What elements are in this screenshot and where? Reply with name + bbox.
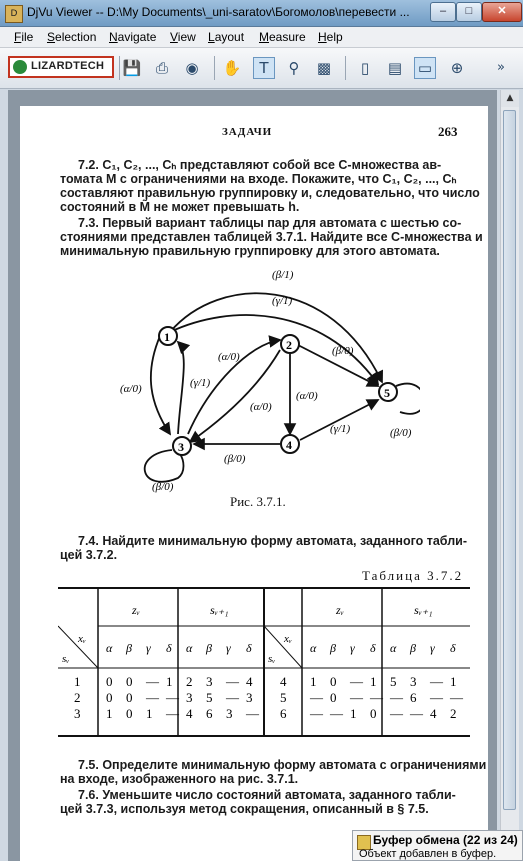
table-cell: — xyxy=(166,706,179,721)
table-cell: 6 xyxy=(206,706,213,721)
toolbar-overflow-icon[interactable]: » xyxy=(497,60,505,75)
group-header-s: sᵥ₊₁ xyxy=(414,603,433,617)
group-header-s: sᵥ₊₁ xyxy=(210,603,229,617)
toolbar-separator xyxy=(345,56,346,80)
table-cell: — xyxy=(246,706,259,721)
scroll-up-icon[interactable]: ▲ xyxy=(501,90,519,107)
edge-label: (α/0) xyxy=(296,390,318,402)
state-label-3: 3 xyxy=(178,440,184,454)
table-cell: 4 xyxy=(246,674,253,689)
print-icon[interactable]: ⎙ xyxy=(155,59,168,77)
find-icon[interactable]: ◉ xyxy=(185,59,199,77)
minimize-button[interactable]: – xyxy=(430,2,456,22)
symbol-header: γ xyxy=(146,641,151,655)
table-cell: — xyxy=(390,706,403,721)
table-cell: — xyxy=(226,674,239,689)
symbol-header: β xyxy=(126,641,132,655)
table-cell: — xyxy=(166,690,179,705)
table-cell: 2 xyxy=(186,674,193,689)
running-header: ЗАДАЧИ xyxy=(222,126,273,138)
zoom-icon[interactable]: ⚲ xyxy=(288,59,300,77)
table-cell: 1 xyxy=(146,706,153,721)
state-label-2: 2 xyxy=(286,338,292,352)
problem-7-5-line2: на входе, изображенного на рис. 3.7.1. xyxy=(60,772,299,786)
page-number: 263 xyxy=(438,124,458,139)
edge-label: (γ/1) xyxy=(190,377,211,389)
table-cell: 0 xyxy=(126,690,133,705)
state-cell: 4 xyxy=(280,674,287,689)
symbol-header: β xyxy=(206,641,212,655)
table-cell: 3 xyxy=(186,690,193,705)
symbol-header: γ xyxy=(226,641,231,655)
group-header-z: zᵥ xyxy=(336,603,345,617)
row-label-s: sᵥ xyxy=(62,653,70,665)
table-cell: 4 xyxy=(186,706,193,721)
edge-label: (β/0) xyxy=(390,427,412,439)
lizardtech-logo[interactable] xyxy=(8,56,114,78)
row-label-s: sᵥ xyxy=(268,653,276,665)
zoom-in-icon[interactable]: ⊕ xyxy=(450,59,464,77)
table-cell: 0 xyxy=(330,690,337,705)
toolbar xyxy=(0,48,523,89)
table-cell: — xyxy=(226,690,239,705)
menu-layout[interactable]: Layout xyxy=(208,30,245,44)
table-cell: 1 xyxy=(370,674,377,689)
state-cell: 2 xyxy=(74,690,81,705)
table-cell: 0 xyxy=(330,674,337,689)
menu-bar xyxy=(0,27,523,48)
menu-selection[interactable]: Selection xyxy=(47,30,97,44)
table-cell: 1 xyxy=(450,674,457,689)
continuous-icon[interactable]: ▤ xyxy=(387,59,403,77)
state-cell: 1 xyxy=(74,674,81,689)
lizard-icon xyxy=(13,60,27,74)
group-header-z: zᵥ xyxy=(132,603,141,617)
edge-label: (α/0) xyxy=(218,351,240,363)
hand-icon[interactable]: ✋ xyxy=(222,59,242,77)
djvu-icon: D xyxy=(5,5,23,23)
table-cell: 6 xyxy=(410,690,417,705)
table-cell: 1 xyxy=(166,674,173,689)
table-cell: 1 xyxy=(310,674,317,689)
problem-7-3-line3: минимальную правильную группировку для этого автомата. xyxy=(60,244,440,258)
clipboard-notification xyxy=(352,830,523,861)
symbol-header: δ xyxy=(166,641,172,655)
problem-7-4-line2: цей 3.7.2. xyxy=(60,548,118,562)
symbol-header: α xyxy=(186,641,193,655)
table-cell: — xyxy=(350,674,363,689)
table-cell: — xyxy=(330,706,343,721)
table-cell: 1 xyxy=(106,706,113,721)
problem-7-3-line1: 7.3. Первый вариант таблицы пар для автомата с шестью со- xyxy=(78,216,462,230)
problem-7-6-line2: цей 3.7.3, используя метод сокращения, описанный в § 7.5. xyxy=(60,802,429,816)
edge-1-3 xyxy=(151,336,170,434)
table-cell: — xyxy=(430,674,443,689)
edge-label: (α/0) xyxy=(250,401,272,413)
symbol-header: β xyxy=(330,641,336,655)
state-diagram xyxy=(120,264,420,494)
table-cell: 5 xyxy=(206,690,213,705)
symbol-header: γ xyxy=(350,641,355,655)
menu-navigate[interactable]: Navigate xyxy=(109,30,157,44)
table-cell: 0 xyxy=(126,674,133,689)
scrollbar-thumb[interactable] xyxy=(503,110,516,810)
problem-7-5-line1: 7.5. Определите минимальную форму автомата с ограничениями xyxy=(78,758,487,772)
table-cell: — xyxy=(310,706,323,721)
table-cell: 1 xyxy=(350,706,357,721)
problem-7-2-line1: 7.2. C₁, C₂, ..., Cₕ представляют собой все C-множества ав- xyxy=(78,158,442,172)
menu-measure[interactable]: Measure xyxy=(259,30,306,44)
problem-7-2-line4: состояний в M̃ не может превышать h. xyxy=(60,200,300,214)
table-cell: 3 xyxy=(206,674,213,689)
state-label-4: 4 xyxy=(286,438,292,452)
toolbar-separator xyxy=(119,56,120,80)
title-bar xyxy=(0,0,523,27)
table-cell: 2 xyxy=(450,706,457,721)
symbol-header: α xyxy=(106,641,113,655)
document-page[interactable] xyxy=(20,106,488,861)
transition-table xyxy=(58,586,470,738)
clipboard-title: Буфер обмена (22 из 24) xyxy=(373,833,518,847)
vertical-scrollbar[interactable] xyxy=(500,90,519,840)
table-cell: 5 xyxy=(390,674,397,689)
edge-label: (β/0) xyxy=(224,453,246,465)
table-cell: — xyxy=(146,674,159,689)
zoom-rect-icon[interactable]: ▩ xyxy=(316,59,332,77)
symbol-header: β xyxy=(410,641,416,655)
table-cell: — xyxy=(370,690,383,705)
edge-label: (β/0) xyxy=(332,345,354,357)
table-cell: 0 xyxy=(370,706,377,721)
save-icon[interactable]: 💾 xyxy=(122,59,142,77)
table-cell: — xyxy=(310,690,323,705)
table-cell: — xyxy=(146,690,159,705)
problem-7-6-line1: 7.6. Уменьшите число состояний автомата, заданного табли- xyxy=(78,788,456,802)
problem-7-2-line2: томата M с ограничениями на входе. Покажите, что C₁, C₂, ..., Cₕ xyxy=(60,172,457,186)
table-cell: 4 xyxy=(430,706,437,721)
logo-text: LIZARDTECH xyxy=(31,60,105,72)
table-cell: 0 xyxy=(106,674,113,689)
edge-2-3 xyxy=(190,350,280,442)
edge-label: (α/0) xyxy=(120,383,142,395)
table-cell: — xyxy=(390,690,403,705)
state-label-5: 5 xyxy=(384,386,390,400)
menu-view[interactable]: View xyxy=(170,30,196,44)
table-cell: 3 xyxy=(410,674,417,689)
text-select-icon[interactable]: T xyxy=(253,57,275,79)
table-cell: — xyxy=(450,690,463,705)
symbol-header: δ xyxy=(450,641,456,655)
self-loop-5 xyxy=(396,384,420,414)
edge-label: (β/0) xyxy=(152,481,174,493)
state-label-1: 1 xyxy=(164,330,170,344)
symbol-header: δ xyxy=(246,641,252,655)
clipboard-text: Объект добавлен в буфер. xyxy=(359,848,497,860)
problem-7-4-line1: 7.4. Найдите минимальную форму автомата, заданного табли- xyxy=(78,534,468,548)
table-cell: — xyxy=(430,690,443,705)
table-cell: — xyxy=(410,706,423,721)
facing-icon[interactable]: ▭ xyxy=(414,57,436,79)
menu-help[interactable]: Help xyxy=(318,30,343,44)
state-cell: 5 xyxy=(280,690,287,705)
table-cell: 3 xyxy=(246,690,253,705)
window-title: DjVu Viewer -- D:\My Documents\_uni-saratov\Богомолов\перевести ... xyxy=(27,5,410,19)
state-cell: 3 xyxy=(74,706,81,721)
symbol-header: γ xyxy=(430,641,435,655)
problem-7-2-line3: составляют правильную группировку и, следовательно, что число xyxy=(60,186,480,200)
row-label-x: xᵥ xyxy=(78,633,86,645)
menu-file[interactable]: File xyxy=(14,30,34,44)
problem-7-3-line2: стояниями представлен таблицей 3.7.1. Найдите все C-множества и xyxy=(60,230,483,244)
row-label-x: xᵥ xyxy=(284,633,292,645)
close-button[interactable]: ✕ xyxy=(482,2,522,22)
edge-3-1 xyxy=(178,342,184,434)
table-cell: — xyxy=(350,690,363,705)
table-title: Таблица 3.7.2 xyxy=(362,568,464,583)
symbol-header: α xyxy=(310,641,317,655)
table-cell: 0 xyxy=(126,706,133,721)
toolbar-separator xyxy=(214,56,215,80)
figure-caption: Рис. 3.7.1. xyxy=(230,494,286,509)
symbol-header: δ xyxy=(370,641,376,655)
table-cell: 3 xyxy=(226,706,233,721)
edge-label: (γ/1) xyxy=(330,423,351,435)
symbol-header: α xyxy=(390,641,397,655)
edge-label: (β/1) xyxy=(272,269,294,281)
edge-label: (γ/1) xyxy=(272,295,293,307)
table-cell: 0 xyxy=(106,690,113,705)
state-cell: 6 xyxy=(280,706,287,721)
single-page-icon[interactable]: ▯ xyxy=(360,59,370,77)
maximize-button[interactable]: □ xyxy=(456,2,482,22)
